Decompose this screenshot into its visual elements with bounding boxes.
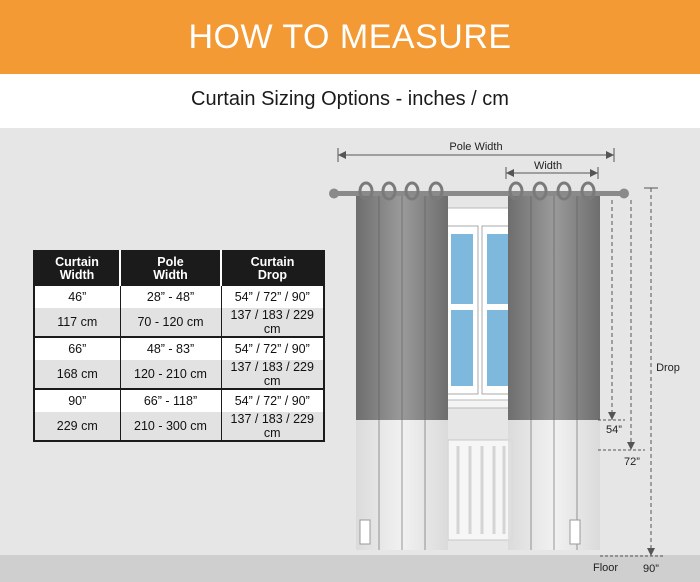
table-cell: 54” / 72” / 90” [221, 389, 324, 412]
drop-mark-90: 90” [643, 563, 659, 575]
table-row [34, 389, 324, 412]
header-pole-width [120, 251, 221, 286]
table-cell: 66” [34, 337, 120, 360]
table-cell: 46” [34, 286, 120, 308]
table-cell: 54” / 72” / 90” [221, 286, 324, 308]
header-pole-width-label: Pole Width [153, 255, 188, 282]
left-curtain [356, 192, 448, 550]
table-cell: 28” - 48” [120, 286, 221, 308]
table-cell: 168 cm [34, 360, 120, 389]
pole-width-label: Pole Width [449, 141, 503, 153]
table-cell: 117 cm [34, 308, 120, 337]
header-curtain-width-label: Curtain Width [55, 255, 99, 282]
drop-label: Drop [656, 362, 680, 374]
floor-label: Floor [593, 562, 619, 574]
table-row [34, 412, 324, 441]
drop-dimensions [598, 188, 665, 556]
table-row [34, 308, 324, 337]
table-cell: 66” - 118” [120, 389, 221, 412]
radiator [448, 440, 512, 540]
header-curtain-width [34, 251, 120, 286]
header-curtain-drop [221, 251, 324, 286]
table-cell: 137 / 183 / 229 cm [221, 308, 324, 337]
table-cell: 70 - 120 cm [120, 308, 221, 337]
header-curtain-drop-label: Curtain Drop [250, 255, 295, 282]
table-cell: 54” / 72” / 90” [221, 337, 324, 360]
page-subtitle: Curtain Sizing Options - inches / cm [191, 88, 509, 110]
table-cell: 137 / 183 / 229 cm [221, 412, 324, 441]
table-row [34, 286, 324, 308]
table-cell: 137 / 183 / 229 cm [221, 360, 324, 389]
table-header-row [34, 251, 324, 286]
width-label: Width [533, 160, 563, 172]
table-cell: 120 - 210 cm [120, 360, 221, 389]
table-cell: 48” - 83” [120, 337, 221, 360]
sizing-table [33, 250, 325, 442]
table-cell: 210 - 300 cm [120, 412, 221, 441]
table-row [34, 337, 324, 360]
right-curtain [508, 192, 600, 550]
drop-mark-54: 54” [606, 424, 622, 436]
table-row [34, 360, 324, 389]
page-title: HOW TO MEASURE [188, 18, 512, 56]
table-cell: 229 cm [34, 412, 120, 441]
drop-mark-72: 72” [624, 456, 640, 468]
table-cell: 90” [34, 389, 120, 412]
